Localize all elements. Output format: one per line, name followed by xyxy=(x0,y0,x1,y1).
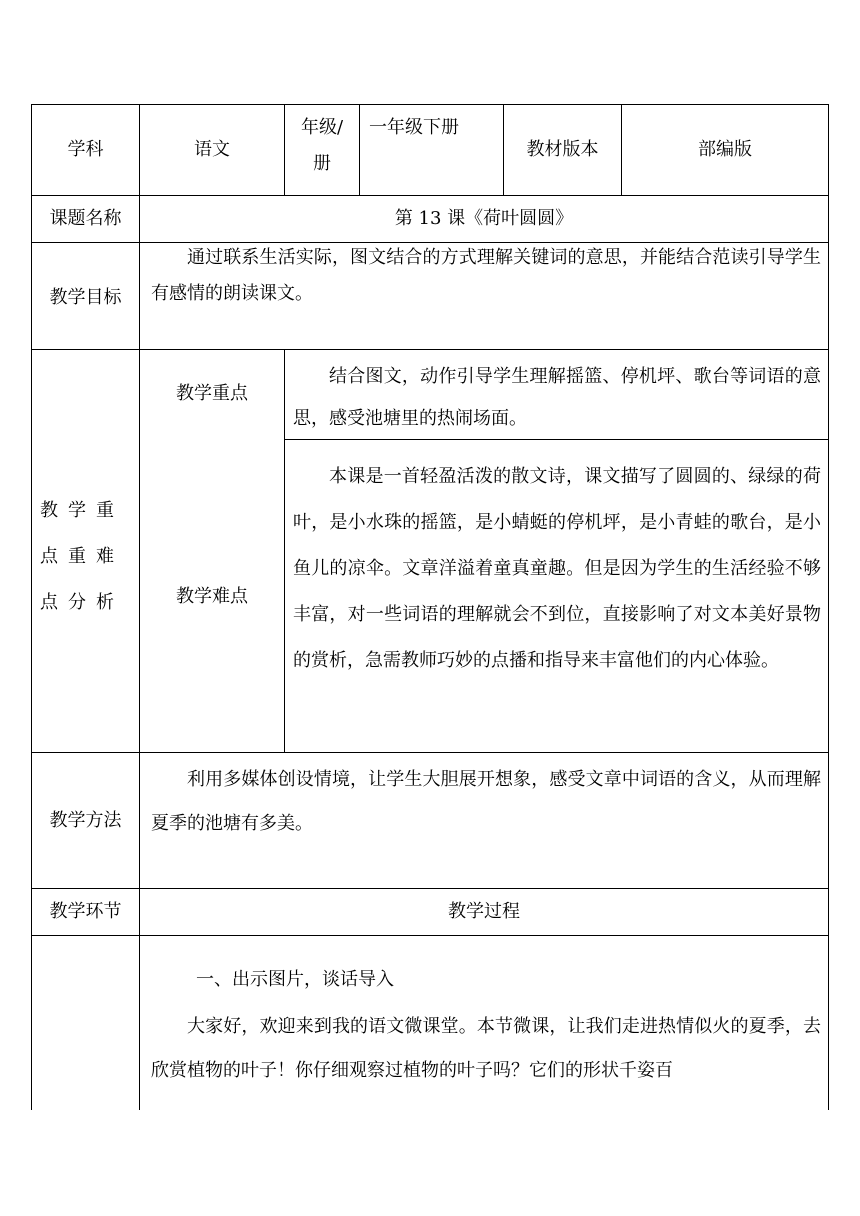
grade-value: 一年级下册 xyxy=(369,117,459,138)
table-rule xyxy=(284,349,285,752)
analysis-label: 教学重点重难点分析 xyxy=(40,500,124,613)
lesson-label: 课题名称 xyxy=(49,208,122,229)
difficulty-label: 教学难点 xyxy=(176,586,248,607)
process-text: 大家好，欢迎来到我的语文微课堂。本节微课，让我们走进热情似火的夏季，去欣赏植物的叶子！你仔细观察过植物的叶子吗？它们的形状千姿百 xyxy=(151,1016,821,1081)
table-rule xyxy=(31,935,829,936)
key-point-text: 结合图文，动作引导学生理解摇篮、停机坪、歌台等词语的意思，感受池塘里的热闹场面。 xyxy=(293,366,821,429)
method-label: 教学方法 xyxy=(49,810,122,831)
grade-label: 年级/册 xyxy=(300,117,344,174)
subject-value: 语文 xyxy=(194,139,230,160)
difficulty-text: 本课是一首轻盈活泼的散文诗，课文描写了圆圆的、绿绿的荷叶，是小水珠的摇篮，是小蜻蜓的停机坪，是小青蛙的歌台，是小鱼儿的凉伞。文章洋溢着童真童趣。但是因为学生的生活经验不够丰富，对一些词语的理解就会不到位，直接影响了对文本美好景物的赏析，急需教师巧妙的点播和指导来丰富他们的内心体验。 xyxy=(293,466,821,671)
goal-label: 教学目标 xyxy=(49,287,122,308)
stage-header: 教学环节 xyxy=(49,901,122,922)
key-point-label: 教学重点 xyxy=(176,383,248,404)
table-rule xyxy=(31,104,829,105)
goal-text: 通过联系生活实际，图文结合的方式理解关键词的意思，并能结合范读引导学生有感情的朗读课文。 xyxy=(151,247,821,304)
table-rule xyxy=(31,349,829,350)
table-rule xyxy=(31,888,829,889)
table-rule xyxy=(31,195,829,196)
table-rule xyxy=(31,752,829,753)
table-rule xyxy=(284,104,285,195)
table-rule xyxy=(359,104,360,195)
process-header: 教学过程 xyxy=(448,901,520,922)
method-text: 利用多媒体创设情境，让学生大胆展开想象，感受文章中词语的含义，从而理解夏季的池塘有多美。 xyxy=(151,769,821,834)
subject-label: 学科 xyxy=(67,139,104,160)
table-rule xyxy=(828,104,829,1110)
lesson-title: 第 13 课《荷叶圆圆》 xyxy=(394,208,574,229)
edition-value: 部编版 xyxy=(698,139,752,160)
edition-label: 教材版本 xyxy=(526,139,599,160)
process-heading: 一、出示图片，谈话导入 xyxy=(196,969,394,990)
table-rule xyxy=(31,104,32,1110)
